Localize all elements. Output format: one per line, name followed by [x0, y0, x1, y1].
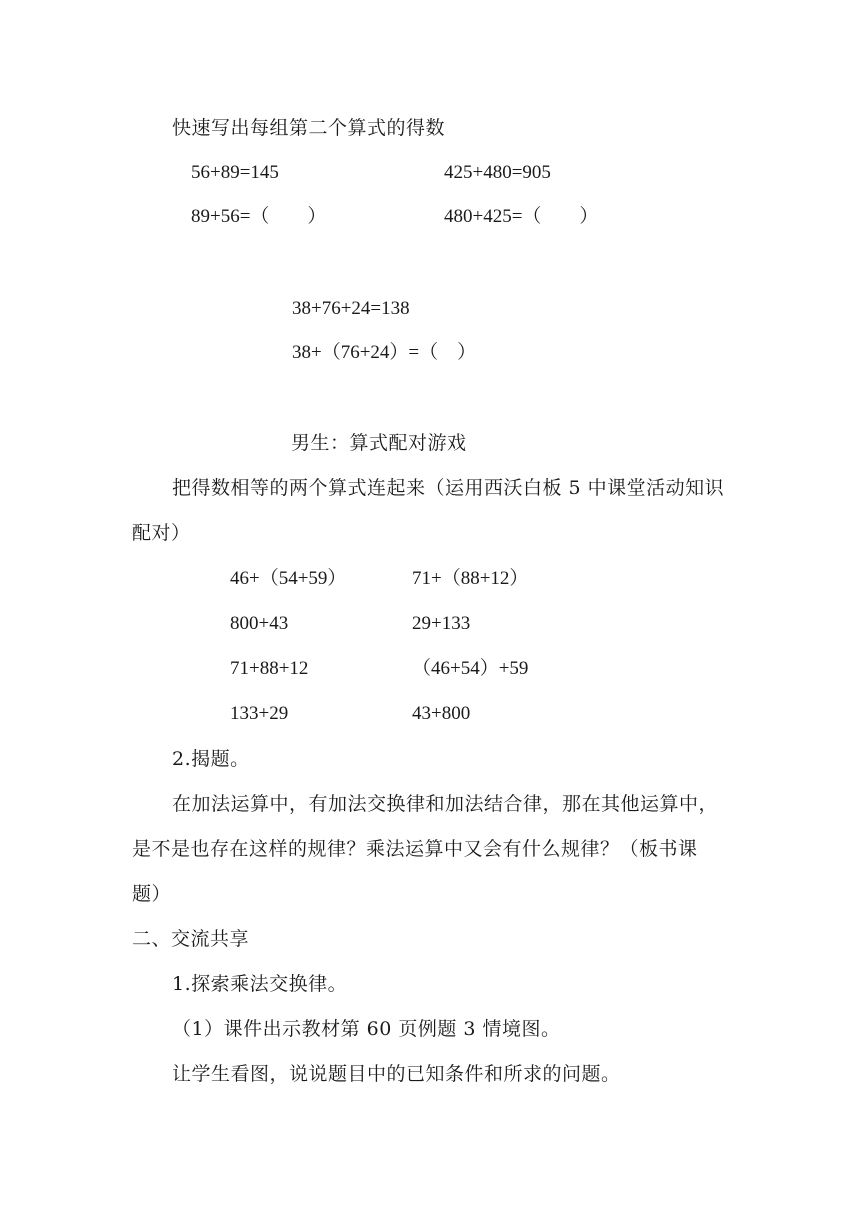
equation-480-425-blank: 480+425=（ ） [444, 206, 599, 227]
match-right-3: （46+54）+59 [412, 658, 529, 679]
match-right-4: 43+800 [412, 703, 471, 724]
reveal-paragraph-line3: 题） [132, 883, 172, 905]
match-game-instruction-line1: 把得数相等的两个算式连起来（运用西沃白板 5 中课堂活动知识 [172, 477, 725, 499]
reveal-heading: 2.揭题。 [172, 748, 250, 770]
section-two-heading: 二、交流共享 [132, 928, 250, 950]
equation-425-480: 425+480=905 [444, 162, 551, 183]
match-left-3: 71+88+12 [230, 658, 309, 679]
section-two-item1-text: 让学生看图，说说题目中的已知条件和所求的问题。 [172, 1063, 621, 1085]
match-right-2: 29+133 [412, 613, 471, 634]
reveal-paragraph-line1: 在加法运算中，有加法交换律和加法结合律，那在其他运算中， [172, 793, 719, 815]
match-left-4: 133+29 [230, 703, 289, 724]
equation-56-89: 56+89=145 [191, 162, 279, 183]
match-game-title: 男生：算式配对游戏 [291, 432, 467, 454]
quick-calc-instruction: 快速写出每组第二个算式的得数 [172, 117, 446, 139]
equation-89-56-blank: 89+56=（ ） [191, 206, 327, 227]
match-game-instruction-line2: 配对） [132, 522, 191, 544]
match-left-2: 800+43 [230, 613, 289, 634]
section-two-item1: 1.探索乘法交换律。 [172, 973, 348, 995]
section-two-item1-sub: （1）课件出示教材第 60 页例题 3 情境图。 [172, 1018, 561, 1040]
match-left-1: 46+（54+59） [230, 568, 347, 589]
equation-38-76-24: 38+76+24=138 [292, 298, 410, 319]
match-right-1: 71+（88+12） [412, 568, 529, 589]
equation-38-76-24-blank: 38+（76+24）=（ ） [292, 342, 477, 363]
reveal-paragraph-line2: 是不是也存在这样的规律？乘法运算中又会有什么规律？（板书课 [132, 838, 698, 860]
